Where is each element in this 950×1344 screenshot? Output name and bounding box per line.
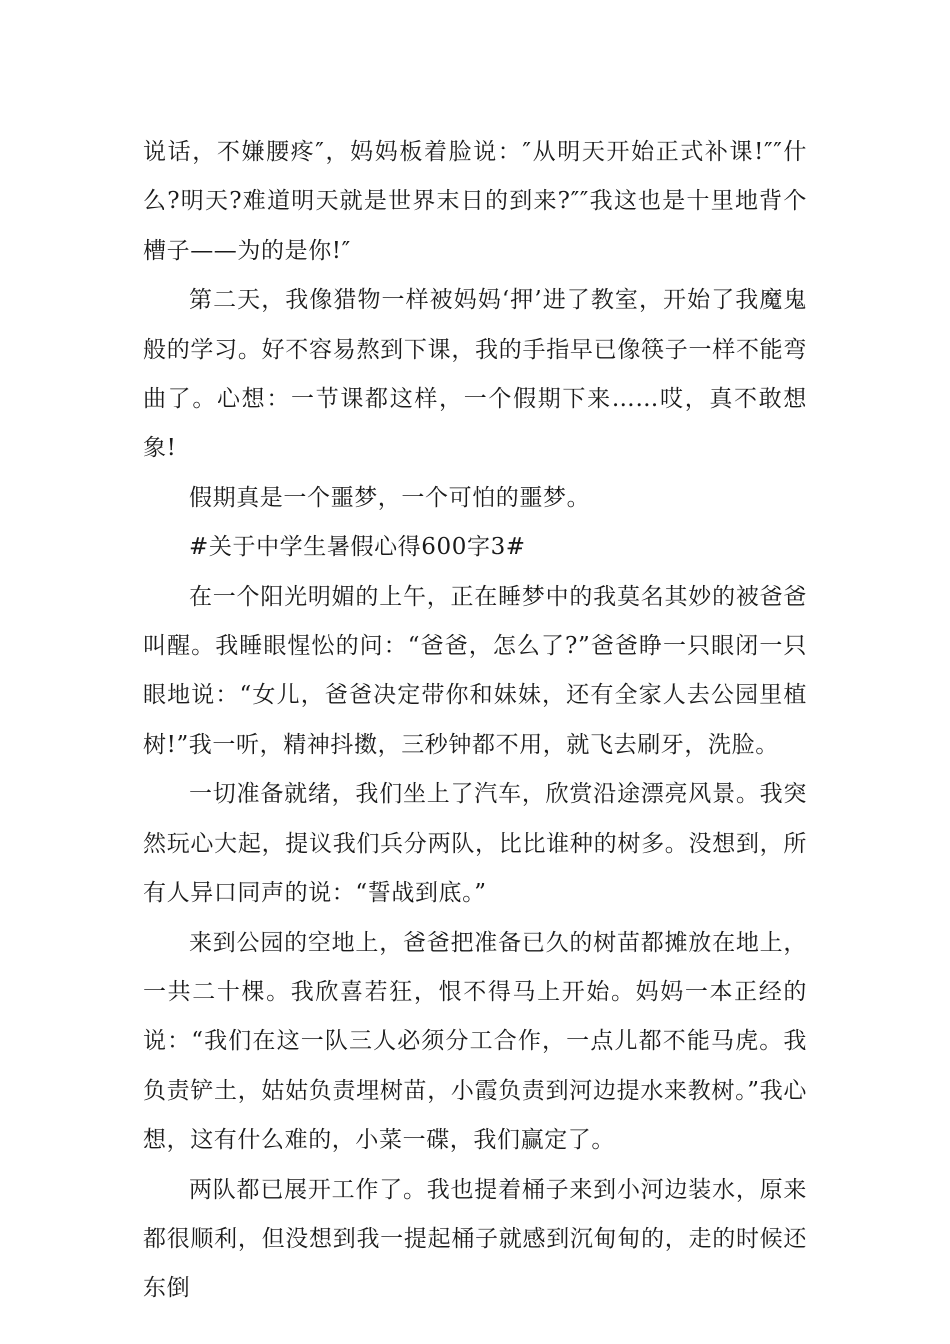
paragraph: 假期真是一个噩梦，一个可怕的噩梦。 [189,484,591,511]
paragraph: 在一个阳光明媚的上午，正在睡梦中的我莫名其妙的被爸爸叫醒。我睡眼惺忪的问：“爸爸，怎么了?”爸爸睁一只眼闭一只眼地说：“女儿，爸爸决定带你和妹妹，还有全家人去公园里植树!”我一听，精神抖擞，三秒钟都不用，就飞去刷牙，洗脸。 [143,583,807,758]
paragraph: 一切准备就绪，我们坐上了汽车，欣赏沿途漂亮风景。我突然玩心大起，提议我们兵分两队，比比谁种的树多。没想到，所有人异口同声的说：“誓战到底。” [143,781,807,907]
document-body [143,128,807,1314]
paragraph: 两队都已展开工作了。我也提着桶子来到小河边装水，原来都很顺利，但没想到我一提起桶子就感到沉甸甸的，走的时候还东倒 [143,1176,807,1302]
section-heading: #关于中学生暑假心得600字3# [189,534,526,561]
paragraph: 第二天，我像猎物一样被妈妈‘押’进了教室，开始了我魔鬼般的学习。好不容易熬到下课，我的手指早已像筷子一样不能弯曲了。心想：一节课都这样，一个假期下来……哎，真不敢想象! [143,287,807,462]
paragraph-continuation: 说话，不嫌腰疼″，妈妈板着脸说：″从明天开始正式补课!″″什么?明天?难道明天就是世界末日的到来?″″我这也是十里地背个槽子——为的是你!″ [143,139,807,264]
paragraph: 来到公园的空地上，爸爸把准备已久的树苗都摊放在地上，一共二十棵。我欣喜若狂，恨不得马上开始。妈妈一本正经的说：“我们在这一队三人必须分工合作，一点儿都不能马虎。我负责铲土，姑姑负责埋树苗，小霞负责到河边提水来教树。”我心想，这有什么难的，小菜一碟，我们赢定了。 [143,929,807,1154]
